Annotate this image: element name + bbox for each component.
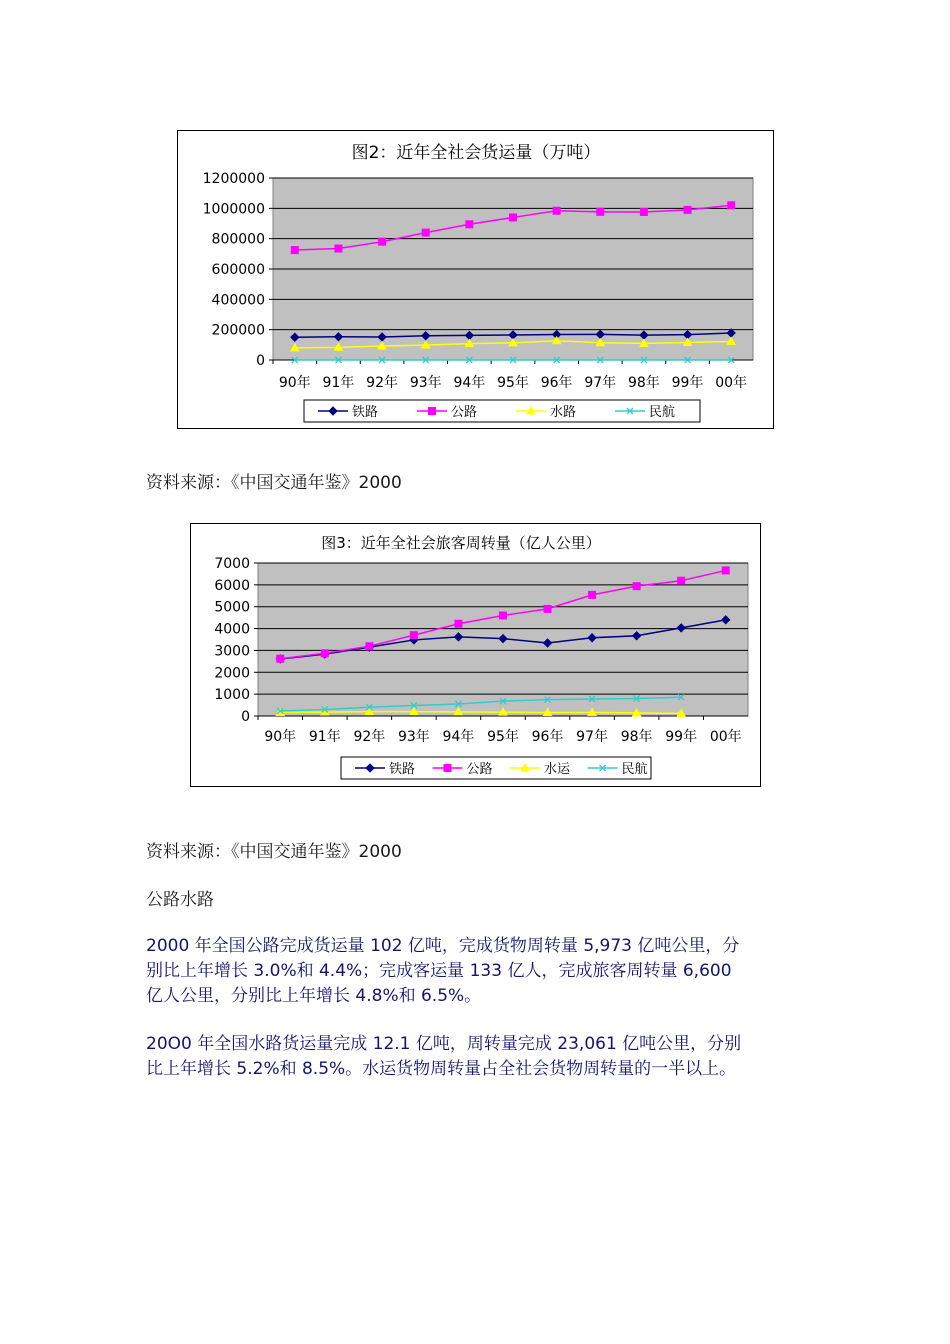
y-tick-label: 0 [256, 353, 265, 369]
x-tick-label: 91年 [322, 375, 355, 391]
x-tick-label: 98年 [620, 729, 653, 745]
legend-marker [429, 408, 436, 415]
data-point [544, 605, 551, 612]
x-tick-label: 99年 [665, 729, 698, 745]
waterway-paragraph-line: 20O0 年全国水路货运量完成 12.1 亿吨，周转量完成 23,061 亿吨公里，分别 [146, 1034, 742, 1054]
legend-label: 铁路 [389, 762, 416, 777]
highway-paragraph [146, 934, 806, 1009]
legend-label: 水运 [544, 762, 571, 777]
data-point [455, 620, 462, 627]
x-tick-label: 95年 [497, 375, 529, 391]
x-tick-label: 90年 [264, 729, 297, 745]
x-tick-label: 92年 [353, 729, 386, 745]
x-tick-label: 99年 [671, 375, 704, 391]
y-tick-label: 200000 [211, 322, 265, 339]
data-point [500, 612, 507, 619]
legend-label: 铁路 [352, 405, 379, 420]
source-note-2: 资料来源：《中国交通年鉴》2000 [146, 842, 402, 862]
y-tick-label: 1200000 [202, 171, 265, 187]
data-point [722, 567, 729, 574]
chart-title: 图2：近年全社会货运量（万吨） [351, 143, 601, 163]
legend-label: 民航 [621, 762, 648, 777]
passenger-turnover-chart [190, 523, 761, 787]
data-point [291, 247, 298, 254]
y-tick-label: 600000 [211, 262, 265, 278]
data-point [589, 591, 596, 598]
legend-label: 水路 [550, 405, 577, 420]
highway-paragraph-line: 别比上年增长 3.0%和 4.4%；完成客运量 133 亿人，完成旅客周转量 6,600 [146, 961, 732, 981]
legend-label: 民航 [649, 405, 676, 420]
y-tick-label: 4000 [214, 621, 250, 638]
data-point [410, 632, 417, 639]
legend-label: 公路 [451, 405, 478, 420]
x-tick-label: 97年 [584, 375, 617, 391]
x-tick-label: 96年 [531, 729, 564, 745]
x-tick-label: 94年 [453, 375, 486, 391]
waterway-paragraph [146, 1032, 806, 1082]
y-tick-label: 400000 [211, 292, 265, 309]
source-note-1: 资料来源：《中国交通年鉴》2000 [146, 473, 402, 493]
y-tick-label: 800000 [211, 231, 265, 248]
x-tick-label: 91年 [308, 729, 341, 745]
data-point [728, 202, 735, 209]
data-point [597, 208, 604, 215]
waterway-paragraph-line: 比上年增长 5.2%和 8.5%。水运货物周转量占全社会货物周转量的一半以上。 [146, 1059, 737, 1079]
y-tick-label: 0 [241, 709, 250, 725]
data-point [684, 206, 691, 213]
freight-volume-chart [177, 130, 774, 429]
data-point [466, 221, 473, 228]
legend-marker [444, 765, 451, 772]
y-tick-label: 5000 [214, 599, 250, 616]
chart-title: 图3：近年全社会旅客周转量（亿人公里） [321, 534, 601, 552]
freight-volume-chart-svg [178, 131, 775, 430]
y-tick-label: 1000000 [202, 201, 265, 218]
x-tick-label: 96年 [540, 375, 573, 391]
x-tick-label: 92年 [366, 375, 399, 391]
x-tick-label: 93年 [397, 729, 430, 745]
y-tick-label: 1000 [214, 687, 250, 704]
highway-paragraph-line: 亿人公里，分别比上年增长 4.8%和 6.5%。 [146, 986, 482, 1006]
legend-label: 公路 [466, 762, 493, 777]
data-point [640, 208, 647, 215]
x-tick-label: 98年 [627, 375, 660, 391]
y-tick-label: 6000 [214, 577, 250, 594]
data-point [379, 238, 386, 245]
data-point [510, 214, 517, 221]
y-tick-label: 2000 [214, 665, 250, 682]
highway-paragraph-line: 2000 年全国公路完成货运量 102 亿吨，完成货物周转量 5,973 亿吨公里，分 [146, 936, 740, 956]
x-tick-label: 95年 [487, 729, 519, 745]
data-point [422, 229, 429, 236]
x-tick-label: 97年 [576, 729, 609, 745]
x-tick-label: 00年 [709, 729, 742, 745]
x-tick-label: 94年 [442, 729, 475, 745]
data-point [321, 650, 328, 657]
data-point [277, 655, 284, 662]
x-tick-label: 93年 [409, 375, 442, 391]
section-heading: 公路水路 [146, 890, 214, 910]
data-point [633, 583, 640, 590]
x-tick-label: 00年 [715, 375, 748, 391]
data-point [678, 577, 685, 584]
data-point [553, 207, 560, 214]
data-point [366, 643, 373, 650]
passenger-turnover-chart-svg [191, 524, 762, 788]
x-tick-label: 90年 [278, 375, 311, 391]
data-point [335, 245, 342, 252]
y-tick-label: 7000 [214, 556, 250, 572]
y-tick-label: 3000 [214, 643, 250, 660]
